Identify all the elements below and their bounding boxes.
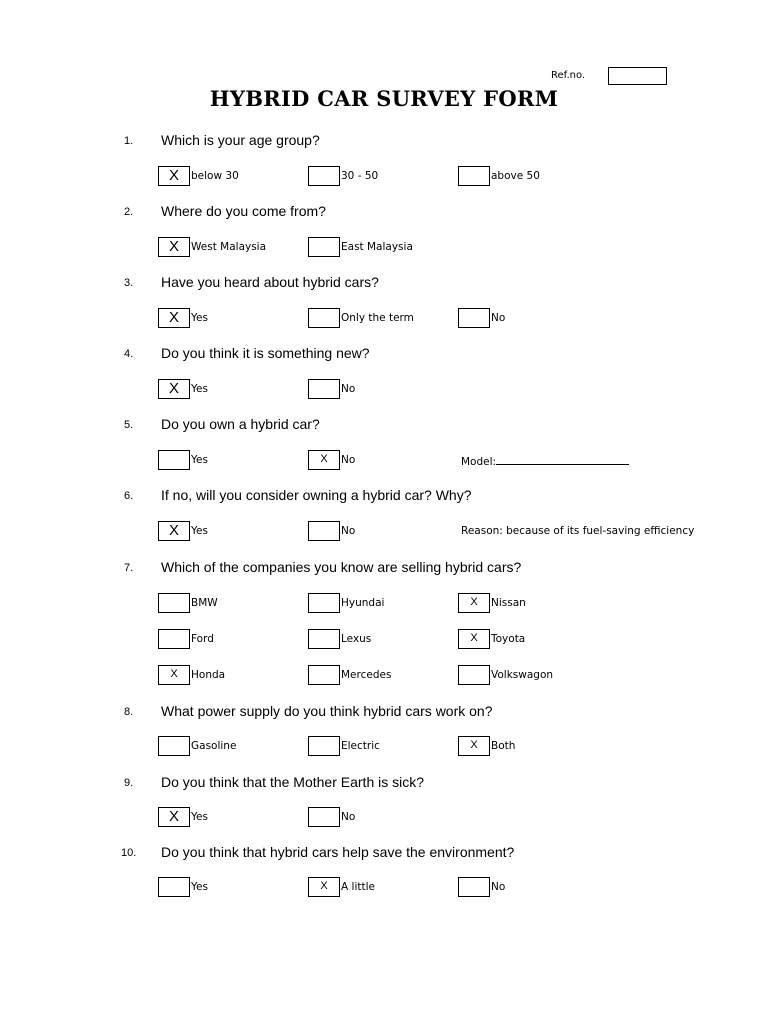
question-10-number: 10. [121, 847, 137, 859]
q7-lexus-checkbox[interactable] [308, 629, 340, 649]
q2-west-malaysia-checkbox[interactable]: X [158, 237, 190, 257]
question-1-text: Which is your age group? [161, 132, 320, 148]
q10-yes-label: Yes [191, 881, 208, 893]
q6-reason-field[interactable]: Reason: because of its fuel-saving efficiency [461, 525, 695, 537]
question-2-number: 2. [124, 206, 134, 218]
question-9-number: 9. [124, 777, 134, 789]
q9-yes-checkbox[interactable]: X [158, 807, 190, 827]
q6-no-checkbox[interactable] [308, 521, 340, 541]
q7-honda-checkbox[interactable]: X [158, 665, 190, 685]
question-4-text: Do you think it is something new? [161, 345, 370, 361]
q7-hyundai-checkbox[interactable] [308, 593, 340, 613]
q5-no-checkbox[interactable]: X [308, 450, 340, 470]
q7-volkswagon-label: Volkswagon [491, 669, 554, 681]
q7-bmw-checkbox[interactable] [158, 593, 190, 613]
form-title: HYBRID CAR SURVEY FORM [209, 86, 559, 111]
question-6-number: 6. [124, 490, 134, 502]
question-8-text: What power supply do you think hybrid cars work on? [161, 703, 493, 719]
q7-nissan-checkbox[interactable]: X [458, 593, 490, 613]
q5-yes-checkbox[interactable] [158, 450, 190, 470]
q6-yes-checkbox[interactable]: X [158, 521, 190, 541]
q7-hyundai-label: Hyundai [341, 597, 385, 609]
q9-no-label: No [341, 811, 356, 823]
q3-only-the-term-label: Only the term [341, 312, 414, 324]
q8-both-checkbox[interactable]: X [458, 736, 490, 756]
q9-yes-label: Yes [191, 811, 208, 823]
q3-yes-checkbox[interactable]: X [158, 308, 190, 328]
q7-ford-label: Ford [191, 633, 214, 645]
q5-no-label: No [341, 454, 356, 466]
q1-below-30-checkbox[interactable]: X [158, 166, 190, 186]
q10-yes-checkbox[interactable] [158, 877, 190, 897]
q1-below-30-label: below 30 [191, 170, 239, 182]
question-8-number: 8. [124, 706, 134, 718]
question-3-number: 3. [124, 277, 134, 289]
q10-no-checkbox[interactable] [458, 877, 490, 897]
q8-electric-checkbox[interactable] [308, 736, 340, 756]
q1-above-50-label: above 50 [491, 170, 540, 182]
q1-30-50-label: 30 - 50 [341, 170, 379, 182]
q5-model-label: Model: [461, 456, 497, 468]
question-6-text: If no, will you consider owning a hybrid car? Why? [161, 487, 472, 503]
q8-gasoline-label: Gasoline [191, 740, 237, 752]
q10-a-little-checkbox[interactable]: X [308, 877, 340, 897]
q7-lexus-label: Lexus [341, 633, 372, 645]
q10-no-label: No [491, 881, 506, 893]
question-7-text: Which of the companies you know are selling hybrid cars? [161, 559, 522, 575]
q6-no-label: No [341, 525, 356, 537]
question-3-text: Have you heard about hybrid cars? [161, 274, 379, 290]
q4-no-label: No [341, 383, 356, 395]
q7-bmw-label: BMW [191, 597, 218, 609]
q4-yes-label: Yes [191, 383, 208, 395]
q7-mercedes-checkbox[interactable] [308, 665, 340, 685]
q3-only-the-term-checkbox[interactable] [308, 308, 340, 328]
question-10-text: Do you think that hybrid cars help save the environment? [161, 844, 515, 860]
q1-30-50-checkbox[interactable] [308, 166, 340, 186]
q9-no-checkbox[interactable] [308, 807, 340, 827]
q3-no-label: No [491, 312, 506, 324]
q7-nissan-label: Nissan [491, 597, 526, 609]
q7-mercedes-label: Mercedes [341, 669, 392, 681]
q8-gasoline-checkbox[interactable] [158, 736, 190, 756]
question-1-number: 1. [124, 135, 134, 147]
q7-ford-checkbox[interactable] [158, 629, 190, 649]
question-7-number: 7. [124, 562, 134, 574]
q7-toyota-label: Toyota [491, 633, 526, 645]
q4-no-checkbox[interactable] [308, 379, 340, 399]
q3-no-checkbox[interactable] [458, 308, 490, 328]
q3-yes-label: Yes [191, 312, 208, 324]
q2-west-malaysia-label: West Malaysia [191, 241, 267, 253]
q5-yes-label: Yes [191, 454, 208, 466]
q4-yes-checkbox[interactable]: X [158, 379, 190, 399]
q7-toyota-checkbox[interactable]: X [458, 629, 490, 649]
q5-model-field[interactable] [461, 454, 629, 468]
ref-no-label: Ref.no. [551, 70, 586, 81]
q2-east-malaysia-checkbox[interactable] [308, 237, 340, 257]
question-9-text: Do you think that the Mother Earth is sick? [161, 774, 425, 790]
q5-model-blank-line [496, 454, 629, 465]
q6-yes-label: Yes [191, 525, 208, 537]
question-5-number: 5. [124, 419, 134, 431]
question-2-text: Where do you come from? [161, 203, 326, 219]
q8-electric-label: Electric [341, 740, 380, 752]
q1-above-50-checkbox[interactable] [458, 166, 490, 186]
q2-east-malaysia-label: East Malaysia [341, 241, 413, 253]
question-5-text: Do you own a hybrid car? [161, 416, 320, 432]
q7-volkswagon-checkbox[interactable] [458, 665, 490, 685]
q8-both-label: Both [491, 740, 516, 752]
q7-honda-label: Honda [191, 669, 226, 681]
q10-a-little-label: A little [341, 881, 375, 893]
ref-no-field[interactable] [608, 67, 667, 85]
question-4-number: 4. [124, 348, 134, 360]
